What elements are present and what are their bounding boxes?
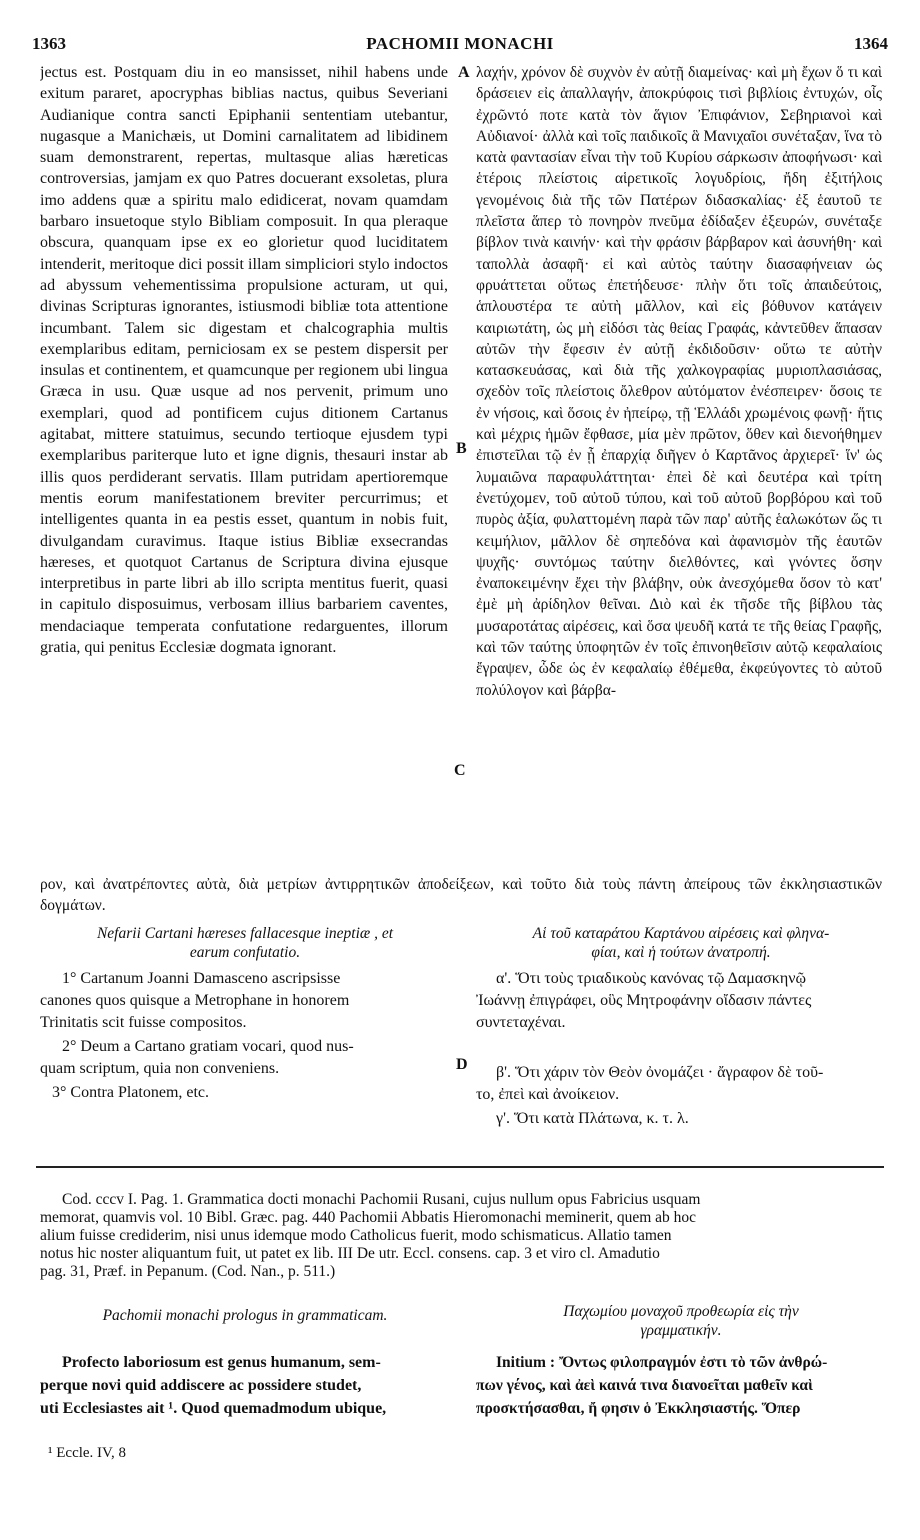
footnote: ¹ Eccle. IV, 8 — [48, 1445, 126, 1461]
page-number-left: 1363 — [32, 34, 66, 53]
greek-prologue-line: προσκτήσασθαι, ἤ φησιν ὁ Ἐκκλησιαστής. Ὅπερ — [476, 1400, 801, 1417]
section-divider-rule — [36, 1166, 884, 1168]
greek-list-line: συντεταχέναι. — [476, 1014, 566, 1031]
margin-marker-b: B — [456, 440, 467, 457]
latin-section-heading — [40, 924, 450, 962]
margin-marker-d: D — [456, 1056, 468, 1073]
greek-prologue-line: πων γένος, καὶ ἀεὶ καινά τινα διανοεῖται μαθεῖν καὶ — [476, 1377, 813, 1394]
latin-list-line: Trinitatis scit fuisse compositos. — [40, 1014, 247, 1031]
greek-heading-line: Παχωμίου μοναχοῦ προθεωρία εἰς τὴν — [563, 1303, 799, 1320]
page-number-right: 1364 — [854, 34, 888, 53]
latin-heading-line: Nefarii Cartani hæreses fallacesque ineptiæ , et — [96, 925, 394, 942]
greek-heading-line: γραμματικήν. — [640, 1322, 722, 1339]
greek-prologue-line: Initium : Ὄντως φιλοπραγμόν ἐστι τὸ τῶν ἀνθρώ- — [496, 1354, 828, 1371]
greek-list-line: β'. Ὅτι χάριν τὸν Θεὸν ὀνομάζει · ἄγραφον δὲ τοῦ- — [496, 1064, 824, 1081]
latin-column-text: jectus est. Postquam diu in eo mansisset, nihil habens unde exitum pararet, apocryphas biblias nactus, quibus Severiani Audianique contra sancti Epiphanii sententiam utebantur, nugasque a Manichæis, ut Domini carnalitatem ad libidinem suam demonstrarent, repertas, multasque alias hæreticas controversias, jamjam ex quo Patres docuerant exsoletas, plura imo addens quæ a spiritu malo edidicerat, novam quamdam barbaro insuetoque stylo Bibliam composuit. In qua pleraque obscura, quanquam ipse ex eo glorietur quod luciditatem intenderit, meritoque dici possit illam simpliciori stylo indoctos ad abyssum vehementissima propulsione acturam, ut qui, divinas Scripturas ignorantes, istiusmodi bibliæ tota attentione incumbant. Talem sic digestam et chalcographia multis exemplaribus editam, perniciosam ex se pestem dispersit per insulas et continentem, et quamcunque per regionem ubi lingua Græca in usu. Quæ usque ad nos pervenit, primum uno exemplari, quod ad pontificem cujus ditionem Cartanus agitabat, mittere statuimus, secundo tertioque ejusdem typi exemplaribus pariterque luto et igne dignis, thesauri instar ab illis quos perdiderant servatis. Illam putridam apertioremque mentis eorum manifestationem breviter percurrimus; et intelligentes quanta in ea pestis esset, quantum in nobis fuit, divulgandam curavimus. Itaque istius Bibliæ exsecrandas hæreses, et quotquot Cartanus de Scriptura divina ejusque interpretibus in parte libri ab illo scripta mentitus fuerit, quasi in capitulo disposuimus, verbosam illius barbariem caventes, mendaciaque temperata confutatione redarguentes, illorum gratia, qui penitus Ecclesiæ dogmata ignorant. — [40, 64, 448, 657]
latin-list-line: 3° Contra Platonem, etc. — [52, 1084, 210, 1101]
greek-section-heading — [476, 924, 886, 962]
latin-prologue-heading: Pachomii monachi prologus in grammaticam. — [102, 1307, 388, 1324]
latin-prologue-line: perque novi quid addiscere ac possidere studet, — [40, 1377, 362, 1394]
latin-list-line: 1° Cartanum Joanni Damasceno ascripsisse — [62, 970, 341, 987]
margin-marker-a: A — [458, 64, 470, 81]
running-title: PACHOMII MONACHI — [366, 34, 554, 53]
greek-heading-line: φίαι, καὶ ἡ τούτων ἀνατροπή. — [591, 944, 771, 961]
greek-list-line: Ἰωάννῃ ἐπιγράφει, οὓς Μητροφάνην οἴδασιν πάντες — [476, 992, 812, 1009]
greek-column-text: λαχήν, χρόνον δὲ συχνὸν ἐν αὐτῇ διαμείνας· καὶ μὴ ἔχων ὅ τι καὶ δράσειεν εἰς ἀπαλλαγήν, ἀποκρύφοις τισὶ βιβλίοις ἐντυχών, οἷς ἐχρῶντό ποτε κατὰ τὸν ἅγιον Ἐπιφάνιον, Σεβηριανοὶ καὶ Αὐδιανοί· ἀλλὰ καὶ τοῖς παιδικοῖς ἃ Μανιχαῖοι συνέταξαν, ἵνα τὸ κατὰ φαντασίαν εἶναι τὴν τοῦ Κυρίου σάρκωσιν ἀποφήνωσι· καὶ ἑτέροις πλείστοις αἱρετικοῖς λογυδρίοις, ἤδη ἐξιτήλοις γενομένοις διὰ τῆς τῶν Πατέρων διδασκαλίας· ἐξ ἑαυτοῦ τε πλεῖστα ἅπερ τὸ πονηρὸν πνεῦμα ἐδίδαξεν ἐξευρών, συνέταξε βίβλον τινὰ καινήν· καὶ τὴν φράσιν βάρβαρον καὶ ἀσυνήθη· καὶ ταπολλὰ ἀσαφῆ· εἰ καὶ αὐτὸς ταύτην διασαφήνειαν ὡς φρυάττεται οὕτως ἐπετήδευσε· πλὴν ὅτι τοῖς ἀπαιδεύτοις, ἁπλουστέρα τε αὐτὴ μᾶλλον, καὶ εἰς βόθυνον κατάγειν καιριωτάτη, ὡς μὴ εἰδόσι τὰς θείας Γραφάς, κἀντεῦθεν ἅπασαν αὐτῶν τὴν ἔφεσιν ἐν αὐτῇ ἐκδιδοῦσιν· οὕτω τε αὐτὴν κατασκευάσας, καὶ διὰ τῆς χαλκογραφίας μυριοπλασιάσας, σχεδὸν τοῖς πλείστοις ὄλεθρον αὐτόματον ἐνέσπειρεν· ὅσοις τε ἐν νήσοις, καὶ ὅσοις ἐν ἠπείρῳ, τῇ Ἑλλάδι χρωμένοις φωνῇ· ἥτις καὶ μέχρις ἡμῶν ἔφθασε, μία μὲν πρῶτον, ὅθεν καὶ διενοήθημεν ἐπιστεῖλαι τῷ ἐν ᾗ ἐπαρχίᾳ διῆγεν ὁ Καρτᾶνος ἀρχιερεῖ· ἵν' ὡς λυμαιῶνα παραφυλάττηται· ἐπεὶ δὲ καὶ δευτέρα καὶ τρίτη ἐνετύχομεν, τοῦ αὐτοῦ τύπου, καὶ τοῦ αὐτοῦ βορβόρου καὶ τοῦ πυρὸς ἀξία, φυλαττομένη παρὰ τῶν παρ' αὐτῆς ἑαλωκότων ὥς τι κειμήλιον, μᾶλλον δὲ σηπεδόνα καὶ ἀφανισμὸν τῆς ἑαυτῶν ψυχῆς· συντόμως ταύτην διελθόντες, καὶ γνόντες ὅσην ἐναποκειμένην ἔχει τὴν βλάβην, οὐκ ἀνεσχόμεθα ὅσον τὸ κατ' ἐμὲ μὴ ἀρίδηλον θεῖναι. Διὸ καὶ ἐκ τῆσδε τῆς βίβλου τὰς μυσαροτάτας αἱρέσεις, καὶ ὅσα ψευδῆ κατά τε τῆς θείας Γραφῆς, καὶ τῶν ταύτης ὑποφητῶν ἐν τοῖς ἐπινοηθεῖσιν αὐτῷ κεφαλαίοις ἔγραψεν, ὧδε ὡς ἐν κεφαλαίῳ ἐθέμεθα, ἐκφεύγοντες τὸ αὐτοῦ πολύλογον καὶ βάρβα- — [476, 64, 882, 699]
note-line: notus hic noster aliquantum fuit, ut patet ex lib. III De utr. Eccl. consens. cap. 3 et viro cl. Amadutio — [40, 1245, 660, 1262]
latin-prologue-line: uti Ecclesiastes ait ¹. Quod quemadmodum ubique, — [40, 1400, 387, 1417]
note-line: Cod. cccv I. Pag. 1. Grammatica docti monachi Pachomii Rusani, cujus nullum opus Fabricius usquam — [62, 1191, 701, 1208]
greek-list-line: α'. Ὅτι τοὺς τριαδικοὺς κανόνας τῷ Δαμασκηνῷ — [496, 970, 806, 987]
latin-prologue-line: Profecto laboriosum est genus humanum, sem- — [62, 1354, 381, 1371]
greek-heading-line: Αἱ τοῦ καταράτου Καρτάνου αἱρέσεις καὶ φληνα- — [532, 925, 830, 942]
greek-prologue-heading — [476, 1302, 886, 1340]
note-line: memorat, quamvis vol. 10 Bibl. Græc. pag. 440 Pachomii Abbatis Hieromonachi meminerit, quem ab hoc — [40, 1209, 697, 1226]
latin-list-line: canones quos quisque a Metrophane in honorem — [40, 992, 350, 1009]
latin-list-line: 2° Deum a Cartano gratiam vocari, quod nus- — [62, 1038, 354, 1055]
latin-heading-line: earum confutatio. — [189, 944, 301, 961]
greek-list-line: γ'. Ὅτι κατὰ Πλάτωνα, κ. τ. λ. — [496, 1110, 689, 1127]
greek-list-line: το, ἐπεὶ καὶ ἀνοίκειον. — [476, 1086, 620, 1103]
margin-marker-c: C — [454, 762, 466, 779]
greek-spill-text: ρον, καὶ ἀνατρέποντες αὐτὰ, διὰ μετρίων ἀντιρρητικῶν ἀποδείξεων, καὶ τοῦτο διὰ τοὺς πάντη ἀπείρους τῶν ἐκκλησιαστικῶν δογμάτων. — [40, 876, 882, 914]
latin-list-line: quam scriptum, quia non conveniens. — [40, 1060, 280, 1077]
note-line: pag. 31, Præf. in Pepanum. (Cod. Nan., p. 511.) — [40, 1263, 336, 1280]
note-line: alium fuisse crediderim, nisi unus idemque modo Catholicus fuerit, modo schismaticus. Allatio tamen — [40, 1227, 672, 1244]
running-header — [32, 34, 888, 58]
